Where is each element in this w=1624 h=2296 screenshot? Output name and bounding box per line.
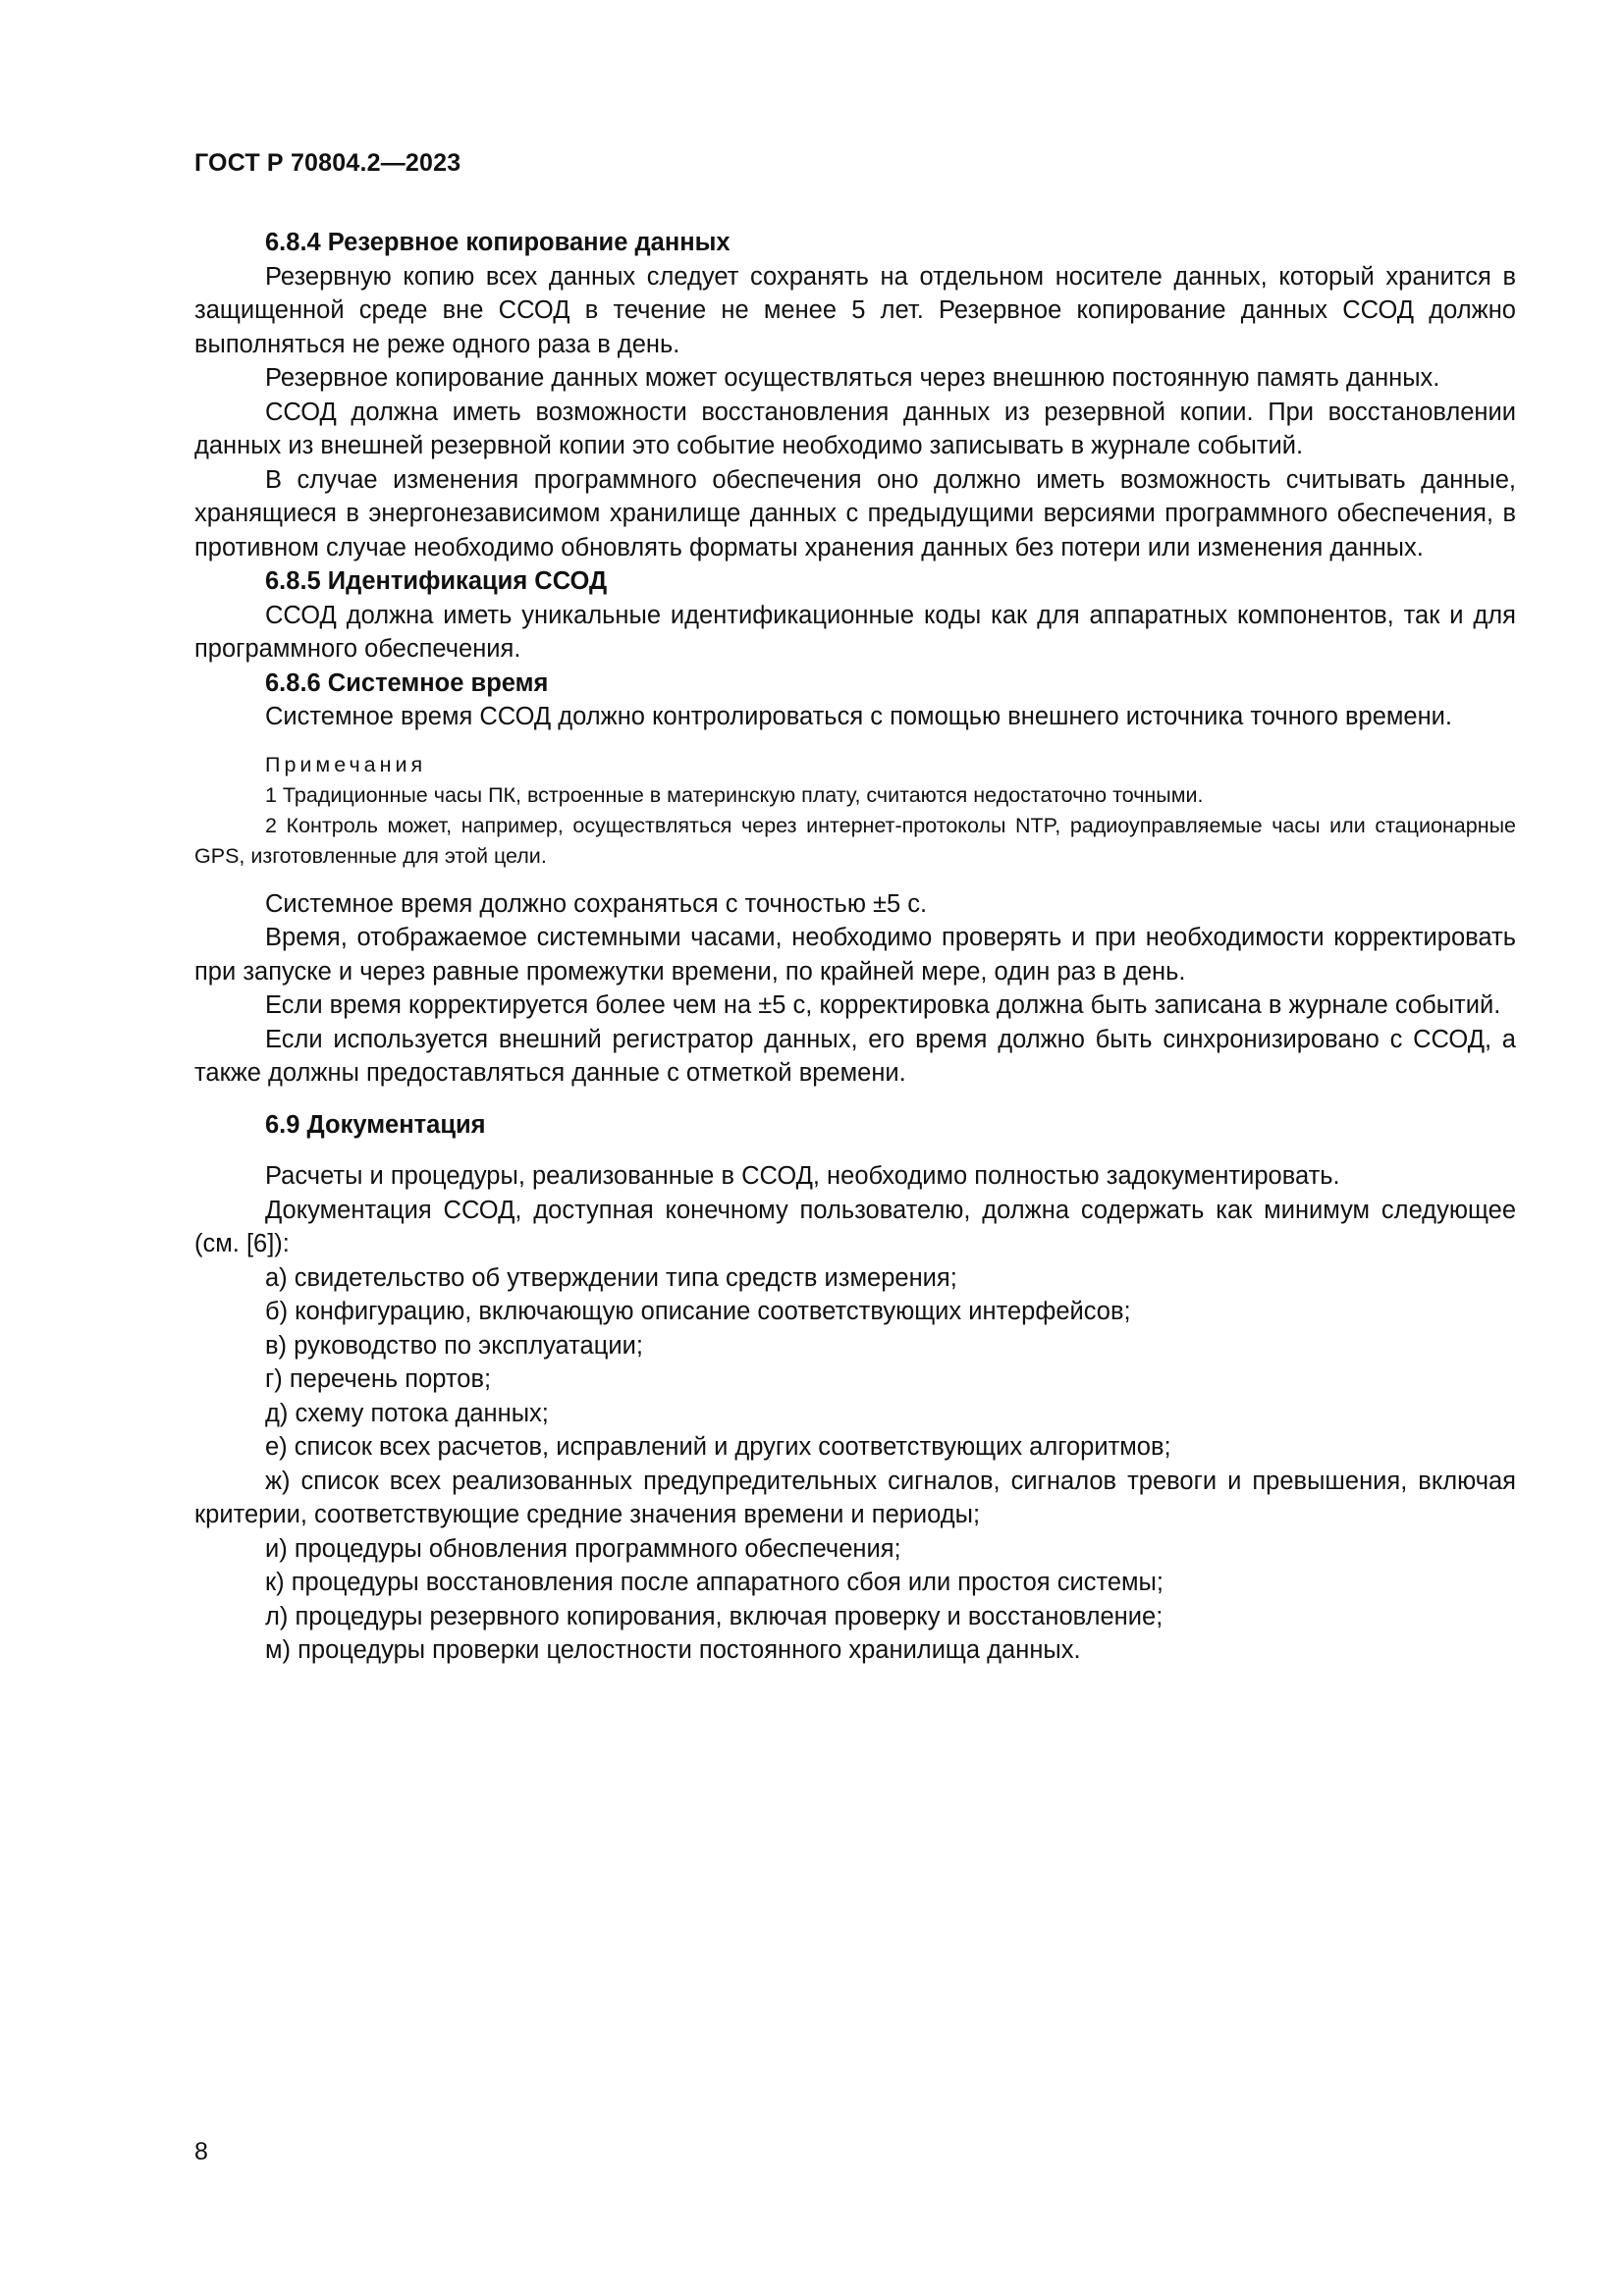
paragraph: Системное время должно сохраняться с точностью ±5 с. <box>265 889 928 918</box>
section-title-6-8-5: 6.8.5 Идентификация ССОД <box>265 567 608 595</box>
paragraph: ССОД должна иметь уникальные идентификационные коды как для аппаратных компонентов, так и для программного обеспечения. <box>194 601 1516 663</box>
note-item: 1 Традиционные часы ПК, встроенные в материнскую плату, считаются недостаточно точными. <box>265 782 1204 807</box>
list-item: а) свидетельство об утверждении типа средств измерения; <box>265 1263 957 1292</box>
paragraph: Время, отображаемое системными часами, необходимо проверять и при необходимости корректировать при запуске и через равные промежутки времени, по крайней мере, один раз в день. <box>194 924 1516 986</box>
list-item: б) конфигурацию, включающую описание соответствующих интерфейсов; <box>265 1298 1131 1325</box>
paragraph: Резервную копию всех данных следует сохранять на отдельном носителе данных, который хранится в защищенной среде вне ССОД в течение не менее 5 лет. Резервное копирование данных ССОД должно выполняться не реже одного раза в день. <box>194 262 1516 358</box>
list-item: г) перечень портов; <box>265 1365 492 1393</box>
paragraph: Если время корректируется более чем на ±5 с, корректировка должна быть записана в журнале событий. <box>265 991 1501 1019</box>
notes-block <box>194 750 1516 872</box>
paragraph: Резервное копирование данных может осуществляться через внешнюю постоянную память данных. <box>265 364 1440 392</box>
paragraph: В случае изменения программного обеспечения оно должно иметь возможность считывать данные, хранящиеся в энергонезависимом хранилище данных с предыдущими версиями программного обеспечения, в противном случае необходимо обновлять форматы хранения данных без потери или изменения данных. <box>194 465 1516 561</box>
page-number: 8 <box>194 2138 208 2165</box>
list-item: м) процедуры проверки целостности постоянного хранилища данных. <box>265 1636 1081 1664</box>
note-item: 2 Контроль может, например, осуществляться через интернет-протоколы NTP, радиоуправляемые часы или стационарные GPS, изготовленные для этой цели. <box>194 813 1516 868</box>
paragraph: Если используется внешний регистратор данных, его время должно быть синхронизировано с ССОД, а также должны предоставляться данные с отметкой времени. <box>194 1025 1516 1087</box>
paragraph: ССОД должна иметь возможности восстановления данных из резервной копии. При восстановлении данных из внешней резервной копии это событие необходимо записывать в журнале событий. <box>194 398 1516 459</box>
list-item: е) список всех расчетов, исправлений и других соответствующих алгоритмов; <box>265 1433 1171 1461</box>
list-item: в) руководство по эксплуатации; <box>265 1331 643 1360</box>
notes-title: Примечания <box>265 752 427 776</box>
paragraph: Системное время ССОД должно контролироваться с помощью внешнего источника точного времени. <box>265 703 1452 730</box>
section-title-6-8-6: 6.8.6 Системное время <box>265 668 549 697</box>
section-title-6-8-4: 6.8.4 Резервное копирование данных <box>265 229 731 256</box>
list-item: к) процедуры восстановления после аппаратного сбоя или простоя системы; <box>265 1569 1164 1596</box>
paragraph: Расчеты и процедуры, реализованные в ССОД, необходимо полностью задокументировать. <box>265 1162 1340 1190</box>
list-item: л) процедуры резервного копирования, включая проверку и восстановление; <box>265 1602 1164 1630</box>
list-item: д) схему потока данных; <box>265 1399 549 1427</box>
section-title-6-9: 6.9 Документация <box>265 1110 486 1139</box>
list-item: ж) список всех реализованных предупредительных сигналов, сигналов тревоги и превышения, включая критерии, соответствующие средние значения времени и периоды; <box>194 1467 1516 1528</box>
document-header: ГОСТ Р 70804.2—2023 <box>194 149 461 177</box>
document-body <box>194 226 1516 1668</box>
paragraph: Документация ССОД, доступная конечному пользователю, должна содержать как минимум следующее (см. [6]): <box>194 1196 1516 1257</box>
list-item: и) процедуры обновления программного обеспечения; <box>265 1534 901 1563</box>
